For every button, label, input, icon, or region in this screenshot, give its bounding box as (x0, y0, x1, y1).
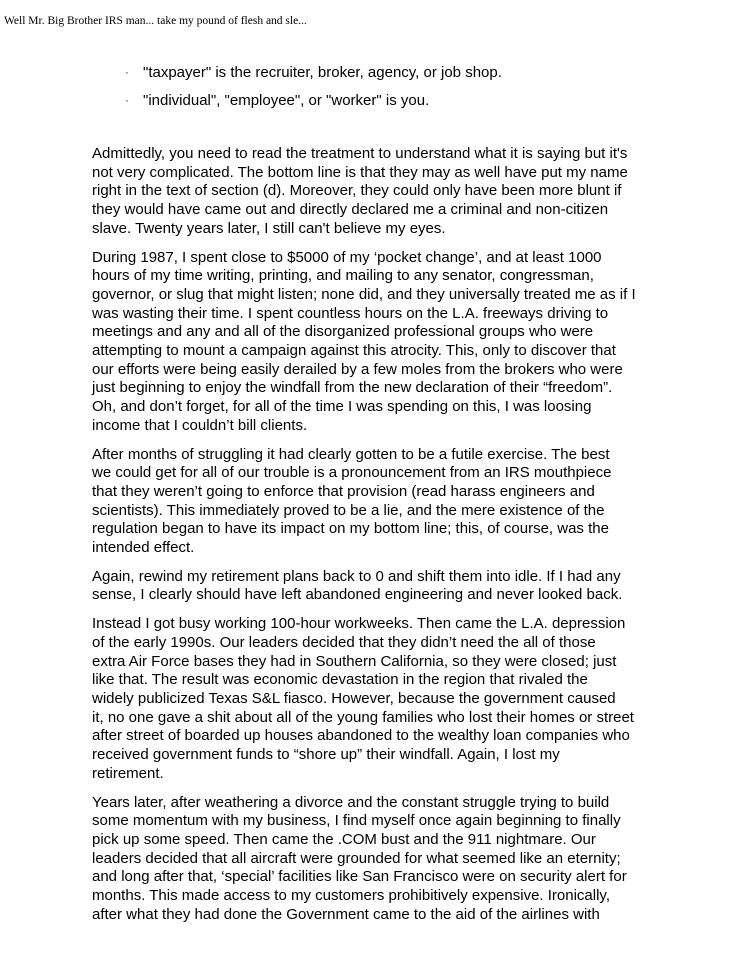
body-paragraph (92, 249, 654, 436)
page-header-title: Well Mr. Big Brother IRS man... take my pound of flesh and sle... (4, 15, 307, 27)
paragraph-line: and long after that, ‘special’ facilities like San Francisco were on security alert for (92, 868, 627, 886)
paragraph-line: hours of my time writing, printing, and mailing to any senator, congressman, (92, 267, 594, 285)
paragraph-line: it, no one gave a shit about all of the young families who lost their homes or street (92, 708, 634, 726)
paragraph-line: Years later, after weathering a divorce and the constant struggle trying to build (92, 793, 610, 811)
body-paragraph (92, 568, 654, 605)
paragraph-line: that they weren’t going to enforce that provision (read harass engineers and (92, 482, 595, 500)
paragraph-line: we could get for all of our trouble is a pronouncement from an IRS mouthpiece (92, 464, 612, 482)
paragraph-line: sense, I clearly should have left abandoned engineering and never looked back. (92, 586, 623, 604)
paragraph-line: widely publicized Texas S&L fiasco. However, because the government caused (92, 689, 616, 707)
paragraph-line: of the early 1990s. Our leaders decided that they didn’t need the all of those (92, 633, 596, 651)
paragraph-line: income that I couldn’t bill clients. (92, 416, 308, 434)
paragraph-line: pick up some speed. Then came the .COM bust and the 911 nightmare. Our (92, 830, 596, 848)
paragraph-line: scientists). This immediately proved to be a lie, and the mere existence of the (92, 501, 605, 519)
paragraph-line: Oh, and don’t forget, for all of the time I was spending on this, I was loosing (92, 398, 592, 416)
paragraph-line: just beginning to enjoy the windfall from the new declaration of their “freedom”. (92, 379, 613, 397)
bullet-text: "taxpayer" is the recruiter, broker, agency, or job shop. (143, 64, 502, 81)
bullet-text: "individual", "employee", or "worker" is you. (143, 92, 430, 109)
paragraph-line: During 1987, I spent close to $5000 of my ‘pocket change’, and at least 1000 (92, 248, 602, 266)
paragraph-line: leaders decided that all aircraft were grounded for what seemed like an eternity; (92, 849, 621, 867)
bullet-dot-icon: · (125, 67, 129, 79)
body-paragraph (92, 615, 654, 783)
paragraph-line: Again, rewind my retirement plans back to 0 and shift them into idle. If I had any (92, 567, 621, 585)
paragraph-line: like that. The result was economic devastation in the region that rivaled the (92, 671, 588, 689)
paragraph-line: attempting to mount a campaign against this atrocity. This, only to discover that (92, 342, 616, 360)
paragraph-line: governor, or slug that might listen; none did, and they universally treated me as if I (92, 285, 636, 303)
paragraph-line: after street of boarded up houses abandoned to the wealthy loan companies who (92, 727, 630, 745)
paragraph-line: Instead I got busy working 100-hour workweeks. Then came the L.A. depression (92, 615, 626, 633)
paragraph-line: retirement. (92, 764, 164, 782)
paragraph-line: intended effect. (92, 539, 195, 557)
paragraph-line: received government funds to “shore up” their windfall. Again, I lost my (92, 746, 560, 764)
paragraph-line: After months of struggling it had clearly gotten to be a futile exercise. The best (92, 445, 610, 463)
paragraph-line: our efforts were being easily derailed by a few moles from the brokers who were (92, 360, 623, 378)
paragraph-line: right in the text of section (d). Moreover, they could only have been more blunt if (92, 182, 622, 200)
paragraph-line: Admittedly, you need to read the treatment to understand what it is saying but it's (92, 145, 628, 162)
body-paragraph (92, 446, 654, 558)
body-paragraph (92, 794, 654, 925)
paragraph-line: they would have came out and directly declared me a criminal and non-citizen (92, 201, 609, 219)
paragraph-line: some momentum with my business, I find myself once again beginning to finally (92, 812, 621, 830)
paragraph-line: was wasting their time. I spent countless hours on the L.A. freeways driving to (92, 304, 609, 322)
paragraph-line: regulation began to have its impact on my bottom line; this, of course, was the (92, 520, 609, 538)
paragraph-line: not very complicated. The bottom line is that they may as well have put my name (92, 163, 628, 181)
bullet-dot-icon: · (125, 95, 129, 107)
body-paragraph (92, 145, 654, 239)
paragraph-line: extra Air Force bases they had in Southern California, so they were closed; just (92, 652, 617, 670)
document-body (92, 145, 654, 934)
paragraph-line: months. This made access to my customers prohibitively expensive. Ironically, (92, 887, 610, 905)
paragraph-line: slave. Twenty years later, I still can't believe my eyes. (92, 219, 446, 237)
paragraph-line: meetings and any and all of the disorganized professional groups who were (92, 323, 594, 341)
paragraph-line: after what they had done the Government came to the aid of the airlines with (92, 905, 600, 923)
